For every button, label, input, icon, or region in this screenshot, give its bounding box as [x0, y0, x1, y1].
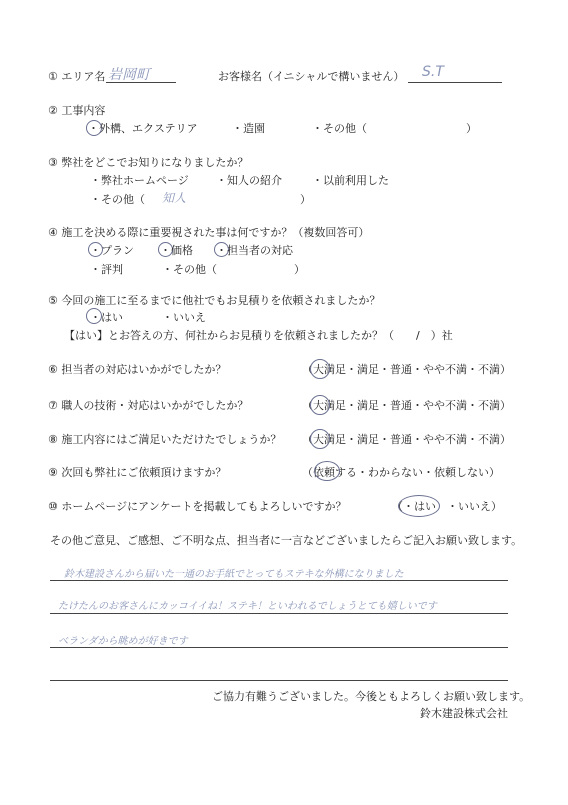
comment-rule-3 [50, 647, 508, 648]
comment-line-1: 鈴木建設さんから届いた一通のお手紙でとってもステキな外構になりました [64, 569, 404, 580]
q3-opt1: ・弊社ホームページ [90, 174, 189, 187]
q4-close: ） [294, 263, 305, 276]
q1-label: ① エリア名 [48, 70, 106, 83]
customer-underline [408, 82, 502, 83]
comment-rule-2 [50, 613, 508, 614]
q5-title: ⑤ 今回の施工に至るまでに他社でもお見積りを依頼されましたか？ [48, 294, 381, 307]
comments-prompt: その他ご意見、ご感想、ご不明な点、担当者に一言などございましたらご記入お願い致します。 [50, 534, 523, 547]
q5-opt1: ・はい [90, 311, 123, 324]
q4-opt5: ・その他（ [162, 263, 217, 276]
comment-line-2: たけたんのお客さんにカッコイイね！ステキ！といわれるでしょうとても嬉しいです [58, 601, 437, 612]
area-underline [106, 82, 176, 83]
q3-opt4-value: 知人 [162, 191, 187, 205]
comment-rule-4 [50, 680, 508, 681]
q10-scale: （・はい ・いいえ） [392, 500, 502, 513]
comment-rule-1 [50, 580, 508, 581]
q5-opt2: ・いいえ [162, 311, 206, 324]
q3-title: ③ 弊社をどこでお知りになりましたか？ [48, 156, 249, 169]
q10-title: ⑩ ホームページにアンケートを掲載してもよろしいですか？ [48, 500, 347, 513]
q4-opt3: ・担当者の対応 [216, 244, 293, 257]
q8-selected-circle [310, 429, 330, 449]
q6-scale: （大満足・満足・普通・やや不満・不満） [302, 363, 511, 376]
footer-thanks: ご協力有難うございました。今後ともよろしくお願い致します。 [212, 690, 531, 703]
q10-selected-circle [398, 495, 440, 517]
q9-scale: （依頼する・わからない・依頼しない） [302, 466, 500, 479]
customer-label: お客様名（イニシャルで構いません） [218, 70, 405, 83]
q2-opt1: ・外構、エクステリア [88, 122, 198, 135]
q6-title: ⑥ 担当者の対応はいかがでしたか？ [48, 363, 227, 376]
comment-line-3: ベランダから眺めが好きです [58, 636, 188, 647]
area-value: 岩岡町 [108, 67, 150, 83]
q8-scale: （大満足・満足・普通・やや不満・不満） [302, 433, 511, 446]
q7-scale: （大満足・満足・普通・やや不満・不満） [302, 399, 511, 412]
q2-opt3: ・その他（ [312, 122, 367, 135]
q5-follow: 【はい】とお答えの方、何社からお見積りを依頼されましたか？（ / ）社 [64, 329, 453, 342]
q9-selected-circle [314, 461, 340, 481]
q6-selected-circle [310, 359, 330, 379]
q2-close: ） [466, 122, 477, 135]
q2-title: ② 工事内容 [48, 104, 106, 117]
q4-opt2: ・価格 [160, 244, 193, 257]
q4-opt1: ・プラン [90, 244, 134, 257]
customer-value: S.T [422, 64, 444, 80]
q3-close: ） [300, 193, 311, 206]
q2-opt2: ・造園 [232, 122, 265, 135]
footer-company: 鈴木建設株式会社 [420, 707, 508, 720]
q4-opt4: ・評判 [90, 263, 123, 276]
q3-opt3: ・以前利用した [312, 174, 389, 187]
q8-title: ⑧ 施工内容にはご満足いただけたでしょうか？ [48, 433, 282, 446]
q3-opt4: ・その他（ [90, 193, 145, 206]
q4-title: ④ 施工を決める際に重要視された事は何ですか？（複数回答可） [48, 226, 370, 239]
q7-selected-circle [310, 395, 330, 415]
q3-opt2: ・知人の紹介 [216, 174, 282, 187]
q9-title: ⑨ 次回も弊社にご依頼頂けますか？ [48, 466, 227, 479]
q7-title: ⑦ 職人の技術・対応はいかがでしたか？ [48, 399, 249, 412]
